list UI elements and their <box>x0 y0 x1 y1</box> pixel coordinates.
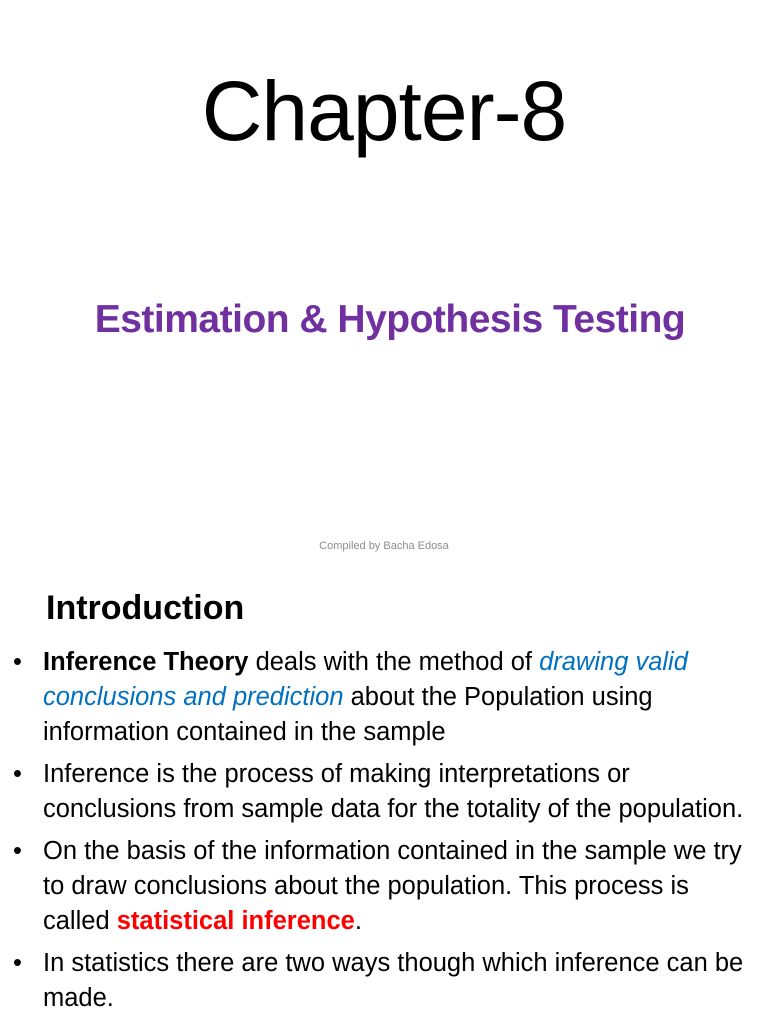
bullet-item-two-ways <box>0 946 768 1016</box>
bullet-marker: • <box>13 837 22 865</box>
compiled-by-footer: Compiled by Bacha Edosa <box>319 540 449 552</box>
chapter-title: Chapter-8 <box>201 64 567 158</box>
bullet-item-inference-theory <box>0 645 768 750</box>
chapter-subtitle: Estimation & Hypothesis Testing <box>94 298 686 341</box>
bullet-item-statistical-inference <box>0 834 768 939</box>
introduction-heading: Introduction <box>46 589 245 627</box>
bullet-text: Inference is the process of making interpretations or conclusions from sample data for the totality of the population. <box>43 760 744 823</box>
bullet-text: about the Population using information contained in the sample <box>43 683 653 746</box>
bullet-item-inference-process <box>0 757 768 827</box>
bullet-list <box>0 645 768 1023</box>
bullet-text: In statistics there are two ways though which inference can be made. <box>43 949 744 1012</box>
bullet-text: . <box>354 907 362 935</box>
bullet-emphasis: drawing valid conclusions and prediction <box>43 648 688 711</box>
bullet-text: deals with the method of <box>248 648 540 676</box>
bullet-marker: • <box>13 648 22 676</box>
bullet-marker: • <box>13 760 22 788</box>
bullet-marker: • <box>13 949 22 977</box>
bullet-text: On the basis of the information contained in the sample we try to draw conclusions about the population. This process is called <box>43 837 742 935</box>
bullet-term: Inference Theory <box>43 648 249 676</box>
bullet-emphasis: statistical inference <box>116 907 355 935</box>
introduction-slide <box>0 573 768 1024</box>
